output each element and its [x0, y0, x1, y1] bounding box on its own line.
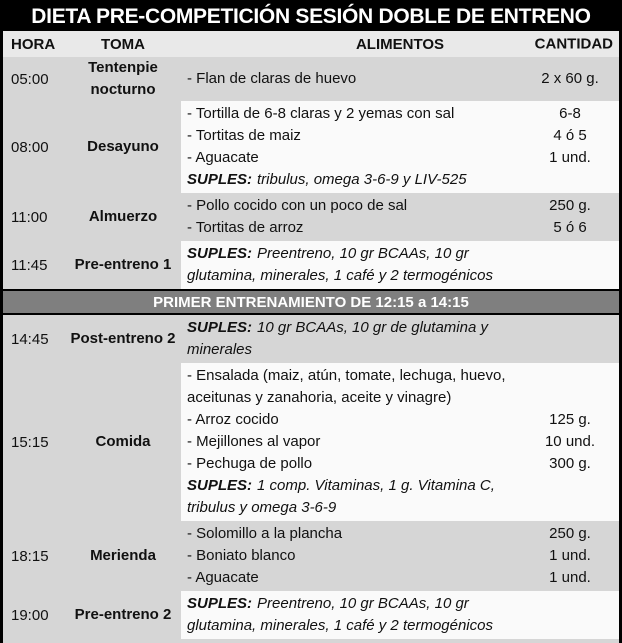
food-entry	[181, 317, 619, 361]
toma-cell: Desayuno	[65, 101, 181, 193]
food-entry	[181, 409, 619, 431]
qty-cell: 250 g.	[549, 525, 591, 542]
food-entry	[181, 365, 619, 409]
diet-row	[3, 101, 619, 193]
time-cell: 05:00	[3, 57, 65, 101]
qty-cell: 1 und.	[549, 547, 591, 564]
food-text	[181, 217, 527, 239]
diet-row	[3, 363, 619, 521]
table-body	[3, 57, 619, 639]
time-cell: 11:00	[3, 193, 65, 241]
qty-cell: 2 x 60 g.	[541, 70, 599, 87]
toma-cell: Pre-entreno 1	[65, 241, 181, 289]
qty-cell: 10 und.	[544, 433, 596, 450]
qty-cell: 250 g.	[549, 197, 591, 214]
diet-row	[3, 521, 619, 591]
column-header-toma: TOMA	[101, 35, 145, 53]
food-entry	[181, 453, 619, 475]
column-header-alimentos: ALIMENTOS	[355, 35, 445, 53]
food-text	[181, 68, 527, 90]
qty-cell: 6-8	[559, 105, 581, 122]
time-cell: 18:15	[3, 521, 65, 591]
food-item-text: - Arroz cocido	[187, 411, 279, 428]
food-entry	[181, 593, 619, 637]
suples-text: Preentreno, 10 gr BCAAs, 10 gr glutamina, minerales, 1 café y 2 termogénicos	[187, 245, 493, 284]
food-item-text: - Tortitas de maiz	[187, 127, 301, 144]
food-item-text: - Aguacate	[187, 569, 259, 586]
food-item-text: - Pollo cocido con un poco de sal	[187, 197, 408, 214]
diet-row	[3, 57, 619, 101]
food-item-text: - Aguacate	[187, 149, 259, 166]
suples-prefix-label: SUPLES:	[187, 595, 253, 612]
food-entry	[181, 523, 619, 545]
suples-prefix-label: SUPLES:	[187, 477, 253, 494]
suples-prefix-label: SUPLES:	[187, 319, 253, 336]
suples-prefix-label: SUPLES:	[187, 245, 253, 262]
toma-cell: Merienda	[65, 521, 181, 591]
food-entry	[181, 243, 619, 287]
qty-cell: 300 g.	[549, 455, 591, 472]
time-cell: 15:15	[3, 363, 65, 521]
foods-cell	[181, 315, 619, 363]
toma-cell: Almuerzo	[65, 193, 181, 241]
column-header-alimentos-wrap	[181, 36, 619, 53]
column-header-hora: HORA	[11, 35, 56, 53]
diet-row	[3, 315, 619, 363]
food-entry	[181, 545, 619, 567]
food-text	[181, 567, 527, 589]
food-entry	[181, 147, 619, 169]
food-text	[181, 169, 527, 191]
food-item-text: - Solomillo a la plancha	[187, 525, 343, 542]
food-item-text: - Pechuga de pollo	[187, 455, 313, 472]
suples-text: 10 gr BCAAs, 10 gr de glutamina y minerales	[187, 319, 488, 358]
foods-cell	[181, 521, 619, 591]
foods-cell	[181, 57, 619, 101]
session-band: PRIMER ENTRENAMIENTO DE 12:15 a 14:15	[3, 289, 619, 315]
food-text	[181, 365, 527, 409]
column-header-cantidad: CANTIDAD	[534, 35, 613, 53]
food-entry	[181, 567, 619, 589]
food-text	[181, 523, 527, 545]
food-entry	[181, 195, 619, 217]
toma-cell: Pre-entreno 2	[65, 591, 181, 639]
food-item-text: - Flan de claras de huevo	[187, 70, 357, 87]
food-entry	[181, 475, 619, 519]
foods-cell	[181, 101, 619, 193]
foods-cell	[181, 363, 619, 521]
foods-cell	[181, 241, 619, 289]
toma-cell: Post-entreno 2	[65, 315, 181, 363]
time-cell: 11:45	[3, 241, 65, 289]
column-header-row	[3, 31, 619, 57]
food-entry	[181, 103, 619, 125]
food-item-text: - Boniato blanco	[187, 547, 296, 564]
food-item-text: - Mejillones al vapor	[187, 433, 321, 450]
toma-cell: Comida	[65, 363, 181, 521]
table-title: DIETA PRE-COMPETICIÓN SESIÓN DOBLE DE ENTRENO	[3, 3, 619, 31]
time-cell: 14:45	[3, 315, 65, 363]
food-text	[181, 409, 527, 431]
suples-prefix-label: SUPLES:	[187, 171, 253, 188]
food-text	[181, 147, 527, 169]
food-entry	[181, 68, 619, 90]
food-text	[181, 317, 527, 361]
time-cell: 19:00	[3, 591, 65, 639]
food-text	[181, 125, 527, 147]
food-entry	[181, 431, 619, 453]
diet-row	[3, 591, 619, 639]
toma-cell: Tentenpie nocturno	[65, 57, 181, 101]
qty-cell: 5 ó 6	[553, 219, 587, 236]
qty-cell: 1 und.	[549, 149, 591, 166]
food-text	[181, 453, 527, 475]
food-text	[181, 545, 527, 567]
food-entry	[181, 217, 619, 239]
food-item-text: - Ensalada (maiz, atún, tomate, lechuga, huevo, aceitunas y zanahoria, aceite y vinagre)	[187, 367, 506, 406]
food-text	[181, 475, 527, 519]
food-item-text: - Tortitas de arroz	[187, 219, 304, 236]
food-text	[181, 431, 527, 453]
foods-cell	[181, 193, 619, 241]
food-text	[181, 195, 527, 217]
food-text	[181, 103, 527, 125]
qty-cell: 1 und.	[549, 569, 591, 586]
food-text	[181, 593, 527, 637]
food-text	[181, 243, 527, 287]
suples-text: Preentreno, 10 gr BCAAs, 10 gr glutamina, minerales, 1 café y 2 termogénicos	[187, 595, 493, 634]
time-cell: 08:00	[3, 101, 65, 193]
food-entry	[181, 125, 619, 147]
diet-row	[3, 241, 619, 289]
qty-cell: 4 ó 5	[553, 127, 587, 144]
qty-cell: 125 g.	[549, 411, 591, 428]
suples-text: tribulus, omega 3-6-9 y LIV-525	[257, 171, 467, 188]
suples-text: 1 comp. Vitaminas, 1 g. Vitamina C, tribulus y omega 3-6-9	[187, 477, 495, 516]
food-item-text: - Tortilla de 6-8 claras y 2 yemas con sal	[187, 105, 455, 122]
diet-row	[3, 193, 619, 241]
foods-cell	[181, 591, 619, 639]
food-entry	[181, 169, 619, 191]
